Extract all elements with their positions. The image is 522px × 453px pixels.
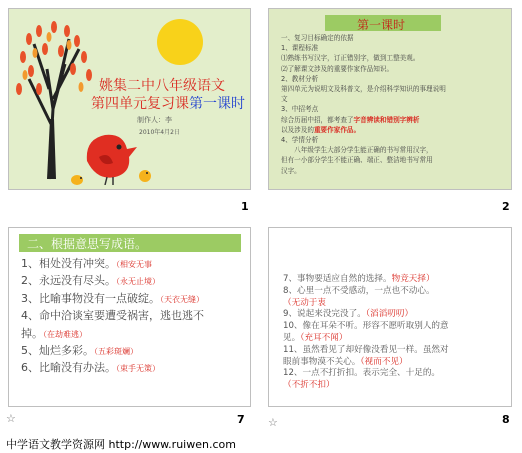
slide2-line [281, 125, 507, 135]
slide8-line-answer: （无动于衷 [283, 297, 326, 308]
slide2-line: 但有一小部分学生不能正确、端正、整洁地书写常用 [281, 156, 433, 165]
slide7-item-answer: （永无止境） [116, 277, 160, 287]
slide2-line-highlight: 重要作家作品。 [313, 125, 361, 134]
slide2-line: 一、复习目标确定的依据 [281, 34, 354, 42]
slide7-item [21, 256, 247, 273]
slide8-line-text: 11、虽然看见了却好像没看见一样。虽然对 [283, 344, 449, 355]
slide2-body [281, 33, 507, 176]
slide2-line: 第四单元为说明文及科普文，是介绍科学知识的事理说明 [281, 85, 446, 94]
slide7-item-text: 2、永远没有尽头。 [21, 274, 116, 288]
slide7-item [21, 273, 247, 290]
slide7-item-text: 6、比喻没有办法。 [21, 361, 116, 375]
slide7-item [21, 343, 247, 360]
slide8-line [283, 357, 507, 369]
slide2-line: 八年级学生大部分学生能正确的书写常用汉字， [281, 146, 433, 155]
slide2-line: ⑵了解课文涉及的重要作家作品知识。 [281, 64, 394, 73]
red-bird-illustration [79, 127, 139, 185]
slide8-line-text: 8、心里一点不受感动，一点也不动心。 [283, 285, 435, 296]
slide8-line [283, 298, 507, 310]
slide8-line-answer: （不折不扣） [283, 380, 335, 391]
slide-number-8: 8 [502, 413, 510, 426]
slide-number-7: 7 [237, 413, 245, 426]
slide2-line: 1、课程标准 [281, 44, 319, 53]
slide7-item-answer: （五彩斑斓） [94, 347, 138, 357]
slide1-title-main: 第四单元复习课 [91, 96, 189, 112]
slide7-item-answer: （相安无事 [116, 260, 152, 269]
slide7-item-text: 3、比喻事物没有一点破绽。 [21, 291, 160, 305]
slide8-line-answer: 物竞天择） [391, 274, 435, 284]
slide2-line-part: 以及涉及的 [281, 125, 314, 134]
slide7-item-answer: （天衣无缝） [160, 294, 204, 304]
slide8-line-text: 见。 [283, 332, 301, 343]
slide8-line [283, 333, 507, 345]
slide8-body [283, 274, 507, 392]
slide8-line-answer: （充耳不闻） [300, 332, 348, 343]
slide2-heading: 第一课时 [357, 18, 406, 32]
slide-thumbnail-8[interactable] [268, 227, 512, 407]
slide2-line: 4、学情分析 [281, 136, 319, 145]
slide8-line-answer: （视而不见） [360, 356, 408, 367]
slide1-title-suffix: 第一课时 [189, 96, 245, 112]
slide7-item-text: 1、相处没有冲突。 [21, 257, 116, 270]
slide8-line [283, 286, 507, 298]
slide7-item-text: 4、命中洽谈室要遭受祸害，逃也逃不 [21, 309, 204, 323]
slide7-item [21, 308, 247, 325]
star-icon: ☆ [268, 416, 278, 429]
slide8-line [283, 345, 507, 357]
slide7-heading: 二、根据意思写成语。 [27, 237, 148, 251]
slide8-line-text: 7、事物要适应自然的选择。 [283, 274, 392, 284]
slide1-title-line1: 姚集二中八年级语文 [99, 78, 225, 94]
slide1-author: 制作人：李 [137, 116, 172, 124]
slide2-line: 3、中招考点 [281, 105, 319, 114]
slide8-line [283, 321, 507, 333]
slide8-line-text: 眼前事物漠不关心。 [283, 356, 361, 367]
slide7-item-answer: （束手无策） [116, 364, 160, 374]
slide2-line: ⑴熟练书写汉字，订正错别字，做到工整美观。 [281, 54, 420, 63]
small-bird-left-illustration [69, 173, 85, 187]
star-icon: ☆ [6, 412, 16, 425]
slide8-line-text: 12、一点不打折扣。表示完全、十足的。 [283, 368, 441, 379]
slide1-title-line2 [91, 93, 245, 113]
slide-number-2: 2 [502, 200, 510, 213]
slide2-line: 文 [281, 95, 288, 104]
slide8-line [283, 274, 507, 286]
slide8-line [283, 368, 507, 380]
slide8-line [283, 309, 507, 321]
slide2-line-part: 综合历届中招，都考查了 [281, 115, 354, 124]
slide7-item-text: 掉。 [21, 326, 43, 340]
slide2-line [281, 115, 507, 125]
slide1-date: 2010年4月2日 [139, 129, 180, 136]
slide-thumbnail-7[interactable] [8, 227, 251, 407]
slide2-line: 汉字。 [281, 166, 301, 175]
slide-thumbnail-1[interactable] [8, 8, 251, 190]
small-bird-right-illustration [137, 167, 153, 185]
slide2-line-highlight: 字音辨读和错别字辨析 [353, 115, 420, 124]
slide7-item-answer: （在劫难逃） [43, 329, 87, 339]
slide8-line [283, 380, 507, 392]
slide-thumbnail-2[interactable] [268, 8, 512, 190]
slide2-line: 2、教材分析 [281, 74, 319, 83]
slide8-line-answer: （滔滔叨叨） [365, 309, 414, 320]
slide7-item [21, 291, 247, 308]
slide7-item [21, 360, 247, 377]
slide-number-1: 1 [241, 200, 249, 213]
slide7-item [21, 326, 247, 343]
slide7-item-text: 5、灿烂多彩。 [21, 344, 94, 358]
slide8-line-text: 10、像在耳朵不听。形容不愿听取别人的意 [283, 321, 449, 332]
footer-watermark: 中学语文教学资源网 http://www.ruiwen.com [6, 438, 236, 451]
slide7-body [21, 256, 247, 378]
slide8-line-text: 9、说起来没完没了。 [283, 309, 366, 320]
